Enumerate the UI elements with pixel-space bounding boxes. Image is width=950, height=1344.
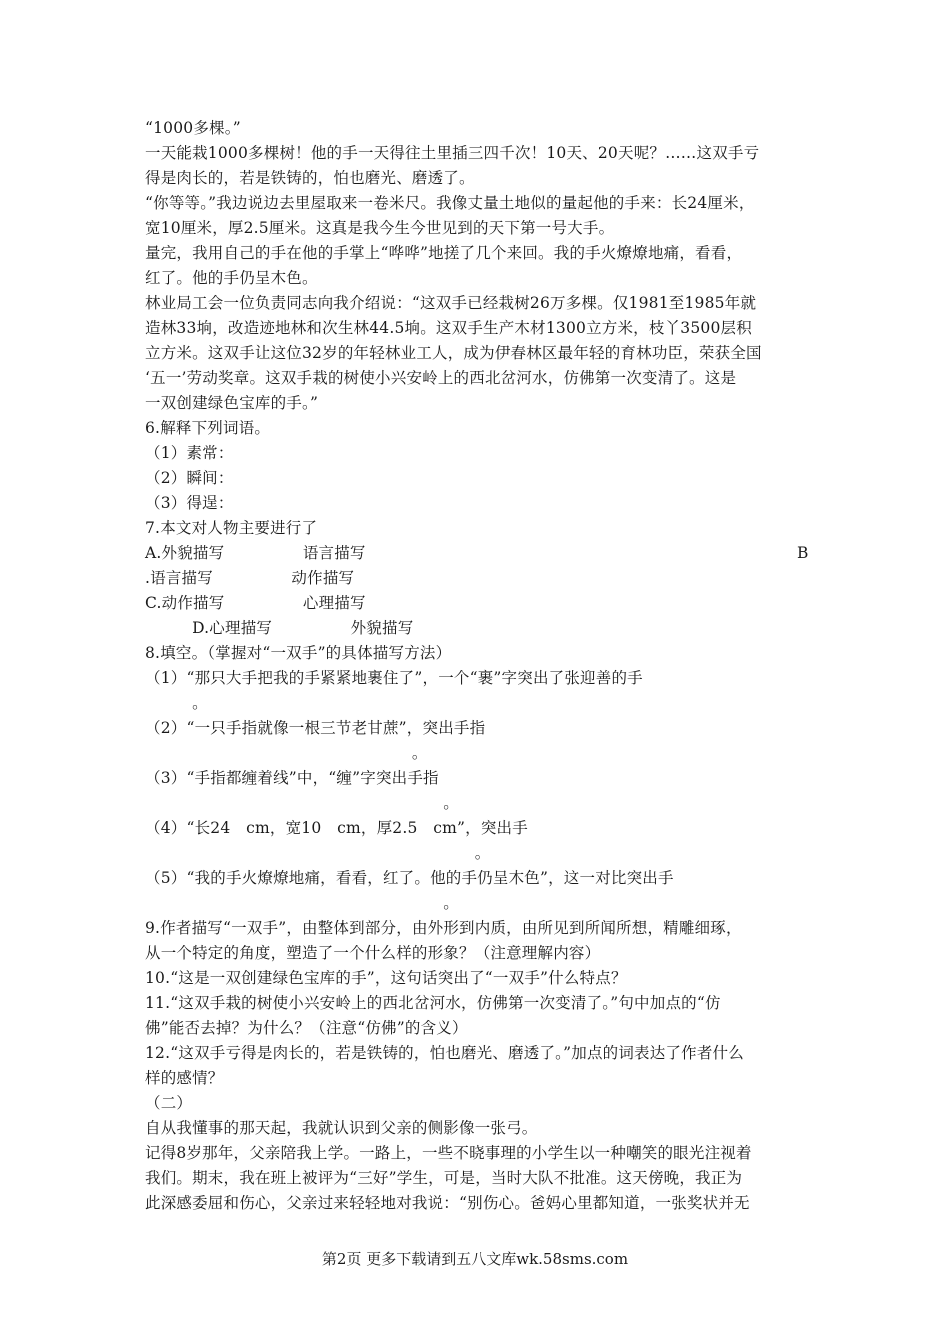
text-line: “1000多棵。” xyxy=(145,119,241,137)
text-line: 立方米。这双手让这位32岁的年轻林业工人，成为伊春林区最年轻的育林功臣，荣获全国 xyxy=(145,344,762,362)
section-heading: （二） xyxy=(145,1094,193,1112)
question-line: 12.“这双手亏得是肉长的，若是铁铸的，怕也磨光、磨透了。”加点的词表达了作者什么 xyxy=(145,1044,744,1062)
text-line: 一天能栽1000多棵树！他的手一天得往土里插三四千次！10天、20天呢？……这双手亏 xyxy=(145,144,760,162)
text-line: 自从我懂事的那天起，我就认识到父亲的侧影像一张弓。 xyxy=(145,1119,538,1137)
text-line: 造林33垧，改造迹地林和次生林44.5垧。这双手生产木材1300立方米，枝丫3500层积 xyxy=(145,319,752,337)
text-line: 我们。期末，我在班上被评为“三好”学生，可是，当时大队不批准。这天傍晚，我正为 xyxy=(145,1169,743,1187)
question-line: 佛”能否去掉？为什么？（注意“仿佛”的含义） xyxy=(145,1019,468,1037)
question-line: 从一个特定的角度，塑造了一个什么样的形象？（注意理解内容） xyxy=(145,944,601,962)
text-line: 得是肉长的，若是铁铸的，怕也磨光、磨透了。 xyxy=(145,169,475,187)
text-line: 量完，我用自己的手在他的手掌上“哗哗”地搓了几个来回。我的手火燎燎地痛，看看， xyxy=(145,244,743,262)
fill-blank-end: 。 xyxy=(145,894,460,912)
fill-blank-end: 。 xyxy=(145,694,208,712)
text-line: 一双创建绿色宝库的手。” xyxy=(145,394,319,412)
answer-line: （2）瞬间： xyxy=(145,469,234,487)
fill-blank-end: 。 xyxy=(145,844,491,862)
text-line: 宽10厘米，厚2.5厘米。这真是我今生今世见到的天下第一号大手。 xyxy=(145,219,615,237)
option-label-b: B xyxy=(797,544,809,562)
answer-line: （1）素常： xyxy=(145,444,234,462)
question-line: 9.作者描写“一双手”，由整体到部分，由外形到内质，由所见到所闻所想，精雕细琢， xyxy=(145,919,742,937)
text-line: “你等等。”我边说边去里屋取来一卷米尺。我像丈量土地似的量起他的手来：长24厘米， xyxy=(145,194,755,212)
question-line: 11.“这双手栽的树使小兴安岭上的西北岔河水，仿佛第一次变清了。”句中加点的“仿 xyxy=(145,994,721,1012)
text-line: 记得8岁那年，父亲陪我上学。一路上，一些不晓事理的小学生以一种嘲笑的眼光注视着 xyxy=(145,1144,752,1162)
text-line: 红了。他的手仍呈木色。 xyxy=(145,269,318,287)
option-line: C.动作描写 心理描写 xyxy=(145,594,366,612)
fill-blank-end: 。 xyxy=(145,794,460,812)
option-line: A.外貌描写 语言描写 xyxy=(145,544,366,562)
question-line: 10.“这是一双创建绿色宝库的手”，这句话突出了“一双手”什么特点？ xyxy=(145,969,627,987)
answer-line: （3）得逞： xyxy=(145,494,234,512)
fill-line: （3）“手指都缠着线”中，“缠”字突出手指 xyxy=(145,769,439,787)
text-line: 此深感委屈和伤心，父亲过来轻轻地对我说：“别伤心。爸妈心里都知道，一张奖状并无 xyxy=(145,1194,750,1212)
question-heading: 8.填空。（掌握对“一双手”的具体描写方法） xyxy=(145,644,452,662)
fill-blank-end: 。 xyxy=(145,744,428,762)
option-line: D.心理描写 外貌描写 xyxy=(145,619,414,637)
fill-line: （1）“那只大手把我的手紧紧地裹住了”，一个“裹”字突出了张迎善的手 xyxy=(145,669,643,687)
question-heading: 7.本文对人物主要进行了 xyxy=(145,519,318,537)
text-line: ‘五一’劳动奖章。这双手栽的树使小兴安岭上的西北岔河水，仿佛第一次变清了。这是 xyxy=(145,369,737,387)
option-line: .语言描写 动作描写 xyxy=(145,569,355,587)
fill-line: （2）“一只手指就像一根三节老甘蔗”，突出手指 xyxy=(145,719,486,737)
fill-line: （5）“我的手火燎燎地痛，看看，红了。他的手仍呈木色”，这一对比突出手 xyxy=(145,869,674,887)
page-footer: 第2页 更多下载请到五八文库wk.58sms.com xyxy=(321,1250,629,1268)
question-heading: 6.解释下列词语。 xyxy=(145,419,271,437)
text-line: 林业局工会一位负责同志向我介绍说：“这双手已经栽树26万多棵。仅1981至1985年就 xyxy=(145,294,757,312)
fill-line: （4）“长24 cm，宽10 cm，厚2.5 cm”，突出手 xyxy=(145,819,528,837)
question-line: 样的感情？ xyxy=(145,1069,224,1087)
